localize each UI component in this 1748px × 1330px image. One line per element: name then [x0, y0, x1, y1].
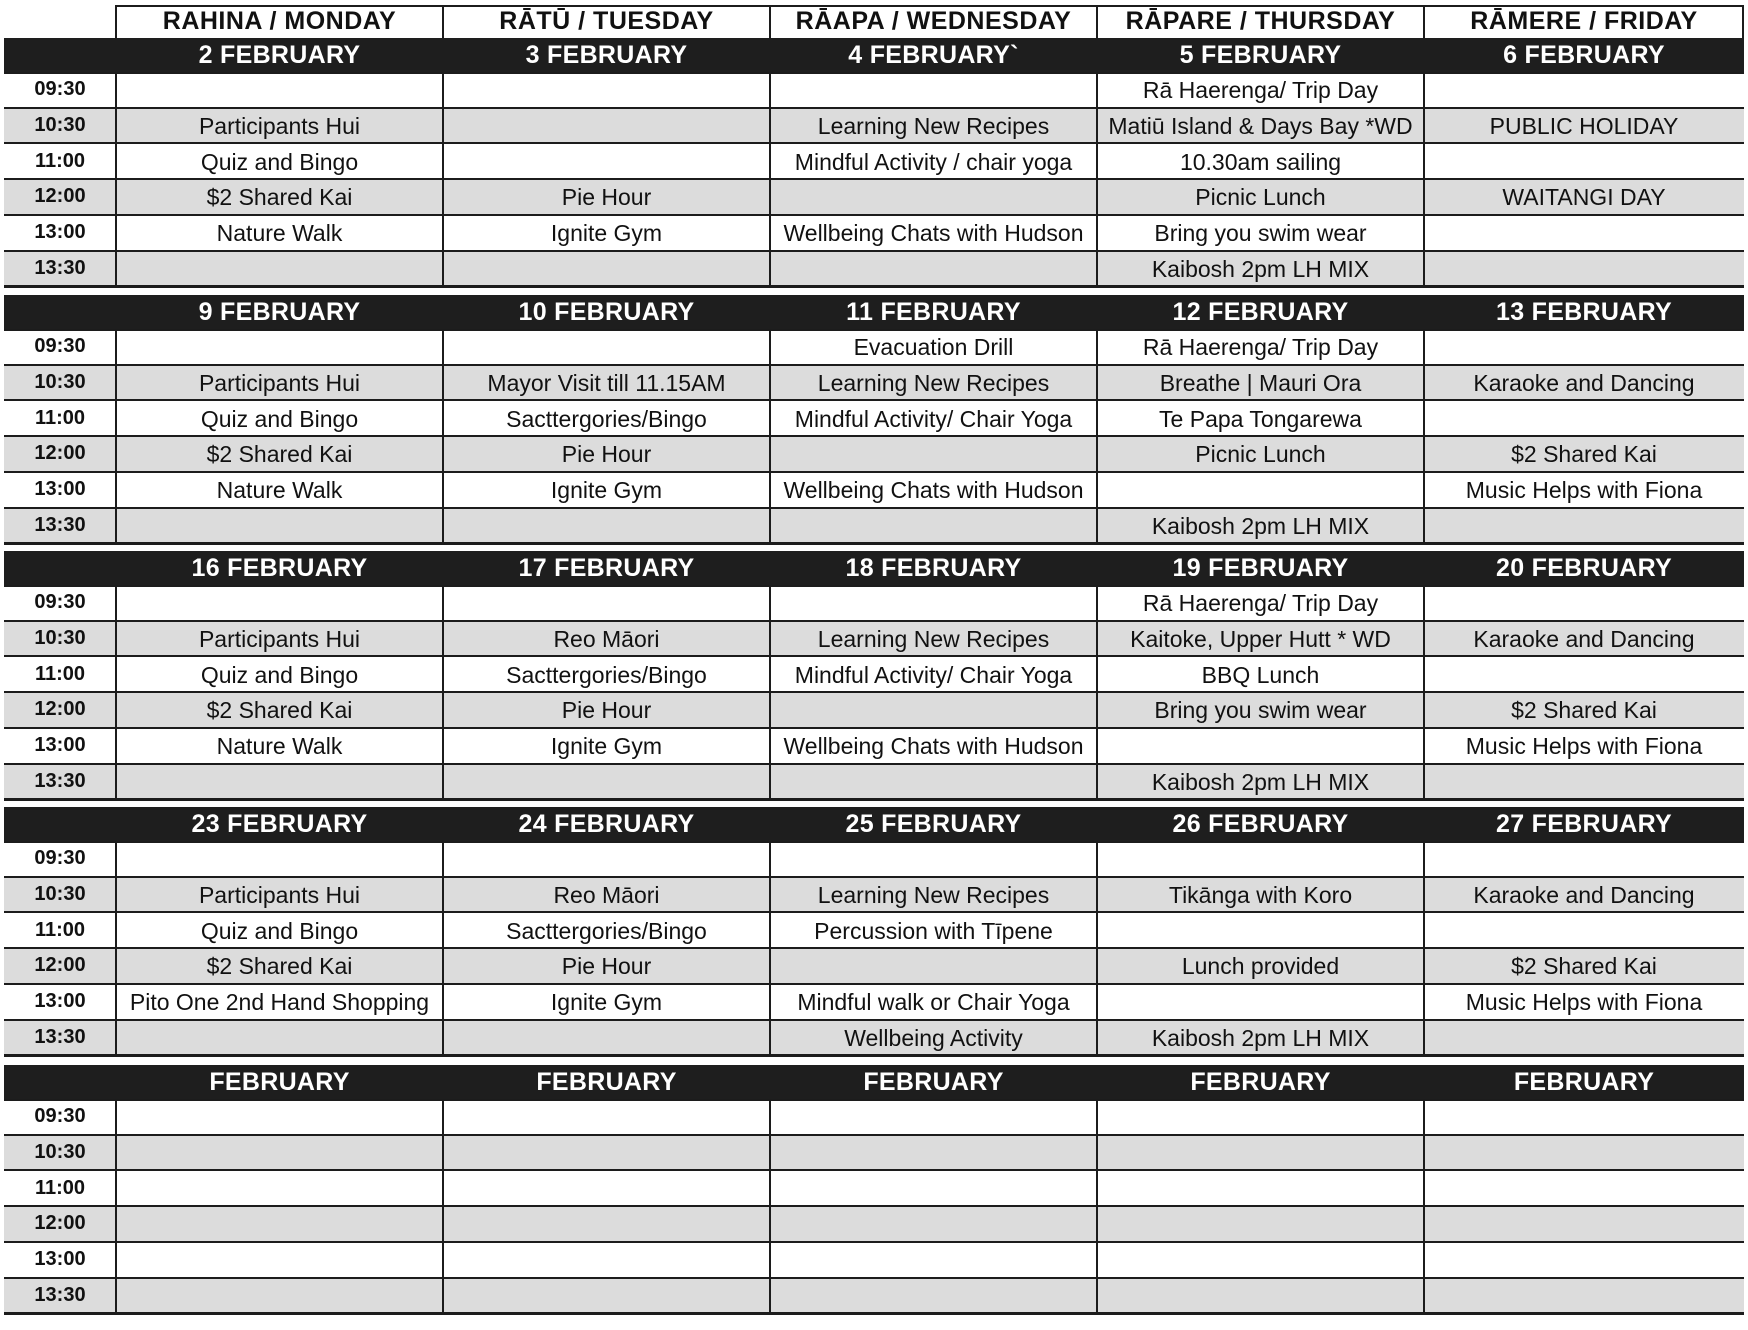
- activity-cell: [1424, 1022, 1744, 1056]
- activity-cell: Pie Hour: [561, 697, 652, 724]
- activity-cell: Wellbeing Chats with Hudson: [783, 477, 1084, 504]
- activity-cell: [1097, 986, 1424, 1020]
- day-header: RĀMERE / FRIDAY: [1470, 6, 1698, 35]
- activity-cell: Nature Walk: [216, 220, 343, 247]
- column-divider: [1096, 72, 1098, 286]
- column-divider: [1423, 5, 1425, 38]
- activity-cell: Kaibosh 2pm LH MIX: [1151, 1024, 1370, 1051]
- activity-cell: Picnic Lunch: [1195, 184, 1326, 211]
- date-header: 12 FEBRUARY: [1172, 297, 1349, 326]
- activity-cell: Nature Walk: [216, 477, 343, 504]
- date-header: 16 FEBRUARY: [191, 553, 368, 582]
- activity-cell: [1097, 1172, 1424, 1206]
- activity-cell: Pie Hour: [561, 953, 652, 980]
- column-divider: [1096, 585, 1098, 799]
- activity-cell: [443, 1172, 770, 1206]
- time-label: 10:30: [34, 627, 86, 650]
- activity-cell: Kaitoke, Upper Hutt * WD: [1130, 626, 1391, 653]
- activity-cell: [116, 331, 443, 365]
- date-header: 23 FEBRUARY: [191, 809, 368, 838]
- date-header: 17 FEBRUARY: [518, 553, 695, 582]
- date-header: 13 FEBRUARY: [1495, 297, 1673, 326]
- activity-cell: Participants Hui: [198, 882, 361, 909]
- activity-cell: [1424, 1137, 1744, 1171]
- activity-cell: Nature Walk: [216, 733, 343, 760]
- activity-cell: Ignite Gym: [550, 989, 663, 1016]
- column-divider: [1096, 1099, 1098, 1313]
- activity-cell: $2 Shared Kai: [206, 953, 353, 980]
- column-divider: [442, 5, 444, 38]
- activity-cell: Ignite Gym: [550, 733, 663, 760]
- date-header: 9 FEBRUARY: [198, 297, 361, 326]
- activity-cell: [770, 766, 1097, 800]
- activity-cell: Bring you swim wear: [1154, 697, 1367, 724]
- activity-cell: [116, 1172, 443, 1206]
- time-label: 09:30: [34, 847, 86, 870]
- activity-cell: [770, 253, 1097, 287]
- activity-cell: Percussion with Tīpene: [814, 917, 1053, 944]
- activity-cell: [1424, 145, 1744, 179]
- activity-cell: [1424, 766, 1744, 800]
- date-header: 3 FEBRUARY: [525, 40, 688, 69]
- activity-cell: Pie Hour: [561, 441, 652, 468]
- date-header: 11 FEBRUARY: [846, 297, 1021, 326]
- time-label: 12:00: [34, 1212, 86, 1235]
- weekly-schedule-table: [4, 5, 1744, 1315]
- activity-cell: [116, 1244, 443, 1278]
- activity-cell: Ignite Gym: [550, 477, 663, 504]
- activity-cell: [443, 145, 770, 179]
- activity-cell: [443, 843, 770, 877]
- time-label: 09:30: [34, 335, 86, 358]
- activity-cell: [116, 1137, 443, 1171]
- activity-cell: Reo Māori: [553, 882, 660, 909]
- activity-cell: [1097, 730, 1424, 764]
- activity-cell: [116, 1208, 443, 1242]
- activity-cell: [770, 1280, 1097, 1314]
- date-header: FEBRUARY: [1513, 1067, 1655, 1096]
- column-divider: [115, 841, 117, 1055]
- time-label: 13:30: [34, 513, 86, 536]
- activity-cell: [443, 587, 770, 621]
- column-divider: [769, 841, 771, 1055]
- column-divider: [769, 72, 771, 286]
- day-header: RĀAPA / WEDNESDAY: [795, 6, 1072, 35]
- activity-cell: [116, 1101, 443, 1135]
- activity-cell: Rā Haerenga/ Trip Day: [1142, 334, 1379, 361]
- activity-cell: Karaoke and Dancing: [1473, 370, 1695, 397]
- date-header: FEBRUARY: [209, 1067, 350, 1096]
- time-label: 11:00: [34, 149, 86, 172]
- activity-cell: [443, 1280, 770, 1314]
- date-header: 27 FEBRUARY: [1495, 809, 1673, 838]
- activity-cell: Learning New Recipes: [817, 113, 1050, 140]
- time-label: 09:30: [34, 1105, 86, 1128]
- activity-cell: [443, 1101, 770, 1135]
- activity-cell: [443, 766, 770, 800]
- activity-cell: Karaoke and Dancing: [1473, 626, 1695, 653]
- day-header: RAHINA / MONDAY: [162, 6, 397, 35]
- activity-cell: [1424, 1208, 1744, 1242]
- time-label: 12:00: [34, 954, 86, 977]
- column-divider: [115, 5, 117, 38]
- activity-cell: [1097, 1137, 1424, 1171]
- activity-cell: [770, 694, 1097, 728]
- time-label: 12:00: [34, 185, 86, 208]
- time-label: 09:30: [34, 78, 86, 101]
- column-divider: [442, 72, 444, 286]
- activity-cell: BBQ Lunch: [1201, 661, 1320, 688]
- activity-cell: [770, 950, 1097, 984]
- activity-cell: Te Papa Tongarewa: [1159, 405, 1362, 432]
- top-border: [116, 5, 1744, 7]
- column-divider: [1096, 5, 1098, 38]
- column-divider: [1423, 1099, 1425, 1313]
- activity-cell: Lunch provided: [1181, 953, 1340, 980]
- activity-cell: Learning New Recipes: [817, 882, 1050, 909]
- activity-cell: Sacttergories/Bingo: [506, 917, 707, 944]
- activity-cell: [1424, 587, 1744, 621]
- activity-cell: [443, 1208, 770, 1242]
- activity-cell: [1424, 1101, 1744, 1135]
- activity-cell: Music Helps with Fiona: [1465, 989, 1703, 1016]
- activity-cell: Music Helps with Fiona: [1465, 733, 1703, 760]
- activity-cell: [116, 1280, 443, 1314]
- activity-cell: [1424, 658, 1744, 692]
- column-divider: [1096, 329, 1098, 543]
- date-header: 4 FEBRUARY`: [848, 40, 1019, 69]
- activity-cell: [443, 253, 770, 287]
- column-divider: [1096, 841, 1098, 1055]
- activity-cell: [1424, 1280, 1744, 1314]
- time-label: 12:00: [34, 442, 86, 465]
- activity-cell: [770, 1172, 1097, 1206]
- column-divider: [769, 5, 771, 38]
- activity-cell: [770, 1208, 1097, 1242]
- activity-cell: [116, 766, 443, 800]
- activity-cell: [1097, 843, 1424, 877]
- activity-cell: Breathe | Mauri Ora: [1159, 370, 1362, 397]
- activity-cell: [116, 587, 443, 621]
- column-divider: [442, 841, 444, 1055]
- activity-cell: $2 Shared Kai: [1511, 441, 1657, 468]
- time-label: 11:00: [34, 918, 86, 941]
- activity-cell: Mayor Visit till 11.15AM: [487, 370, 726, 397]
- activity-cell: [770, 1244, 1097, 1278]
- time-label: 10:30: [34, 371, 86, 394]
- time-label: 13:30: [34, 769, 86, 792]
- column-divider: [115, 1099, 117, 1313]
- activity-cell: [1424, 402, 1744, 436]
- activity-cell: Quiz and Bingo: [200, 148, 359, 175]
- activity-cell: [443, 1137, 770, 1171]
- activity-cell: Bring you swim wear: [1154, 220, 1367, 247]
- activity-cell: [1097, 1208, 1424, 1242]
- activity-cell: $2 Shared Kai: [206, 184, 353, 211]
- activity-cell: Wellbeing Chats with Hudson: [783, 220, 1084, 247]
- column-divider: [769, 585, 771, 799]
- column-divider: [115, 329, 117, 543]
- activity-cell: Mindful Activity / chair yoga: [794, 148, 1073, 175]
- activity-cell: Kaibosh 2pm LH MIX: [1151, 512, 1370, 539]
- activity-cell: Participants Hui: [198, 370, 361, 397]
- column-divider: [1423, 585, 1425, 799]
- activity-cell: Wellbeing Chats with Hudson: [783, 733, 1084, 760]
- time-label: 11:00: [34, 1176, 86, 1199]
- activity-cell: [1097, 914, 1424, 948]
- activity-cell: [770, 74, 1097, 108]
- time-label: 13:00: [34, 1248, 86, 1271]
- activity-cell: $2 Shared Kai: [206, 441, 353, 468]
- activity-cell: Sacttergories/Bingo: [506, 405, 707, 432]
- activity-cell: [770, 510, 1097, 544]
- date-header: FEBRUARY: [863, 1067, 1004, 1096]
- day-header: RĀPARE / THURSDAY: [1125, 6, 1396, 35]
- time-label: 10:30: [34, 883, 86, 906]
- time-label: 13:00: [34, 734, 86, 757]
- activity-cell: Participants Hui: [198, 113, 361, 140]
- activity-cell: [1424, 331, 1744, 365]
- activity-cell: Pie Hour: [561, 184, 652, 211]
- column-divider: [1423, 841, 1425, 1055]
- time-label: 13:30: [34, 1283, 86, 1306]
- column-divider: [769, 329, 771, 543]
- activity-cell: [116, 843, 443, 877]
- column-divider: [115, 585, 117, 799]
- date-header: 10 FEBRUARY: [518, 297, 695, 326]
- time-label: 11:00: [34, 406, 86, 429]
- activity-cell: $2 Shared Kai: [1511, 953, 1657, 980]
- column-divider: [442, 1099, 444, 1313]
- activity-cell: Kaibosh 2pm LH MIX: [1151, 768, 1370, 795]
- activity-cell: [116, 253, 443, 287]
- activity-cell: [1097, 1101, 1424, 1135]
- date-header: 26 FEBRUARY: [1172, 809, 1349, 838]
- activity-cell: Kaibosh 2pm LH MIX: [1151, 255, 1370, 282]
- date-header: FEBRUARY: [536, 1067, 677, 1096]
- time-label: 13:00: [34, 990, 86, 1013]
- activity-cell: Wellbeing Activity: [844, 1024, 1023, 1051]
- activity-cell: Rā Haerenga/ Trip Day: [1142, 77, 1379, 104]
- activity-cell: Learning New Recipes: [817, 370, 1050, 397]
- activity-cell: [443, 74, 770, 108]
- column-divider: [115, 72, 117, 286]
- time-label: 09:30: [34, 591, 86, 614]
- activity-cell: 10.30am sailing: [1179, 148, 1342, 175]
- date-header: 5 FEBRUARY: [1179, 40, 1342, 69]
- day-header: RĀTŪ / TUESDAY: [499, 6, 714, 35]
- activity-cell: [770, 587, 1097, 621]
- activity-cell: WAITANGI DAY: [1502, 184, 1666, 211]
- activity-cell: [1424, 253, 1744, 287]
- activity-cell: [1424, 843, 1744, 877]
- activity-cell: [1424, 1172, 1744, 1206]
- activity-cell: [443, 510, 770, 544]
- activity-cell: Matiū Island & Days Bay *WD: [1108, 113, 1413, 140]
- time-label: 11:00: [34, 662, 86, 685]
- time-label: 13:00: [34, 478, 86, 501]
- activity-cell: [770, 181, 1097, 215]
- activity-cell: Mindful Activity/ Chair Yoga: [794, 661, 1073, 688]
- activity-cell: [1097, 1280, 1424, 1314]
- activity-cell: [443, 331, 770, 365]
- activity-cell: Participants Hui: [198, 626, 361, 653]
- time-label: 10:30: [34, 1141, 86, 1164]
- activity-cell: Quiz and Bingo: [200, 661, 359, 688]
- activity-cell: [116, 74, 443, 108]
- activity-cell: $2 Shared Kai: [206, 697, 353, 724]
- activity-cell: Picnic Lunch: [1195, 441, 1326, 468]
- activity-cell: [443, 1022, 770, 1056]
- activity-cell: PUBLIC HOLIDAY: [1489, 113, 1679, 140]
- activity-cell: Reo Māori: [553, 626, 660, 653]
- activity-cell: [116, 510, 443, 544]
- date-header: 2 FEBRUARY: [198, 40, 361, 69]
- activity-cell: [1424, 217, 1744, 251]
- activity-cell: [443, 1244, 770, 1278]
- activity-cell: Rā Haerenga/ Trip Day: [1142, 590, 1379, 617]
- column-divider: [1742, 5, 1744, 38]
- column-divider: [769, 1099, 771, 1313]
- time-label: 13:30: [34, 1025, 86, 1048]
- activity-cell: [1424, 914, 1744, 948]
- date-header: 19 FEBRUARY: [1172, 553, 1349, 582]
- activity-cell: [770, 843, 1097, 877]
- activity-cell: [1424, 74, 1744, 108]
- column-divider: [442, 329, 444, 543]
- activity-cell: Evacuation Drill: [853, 334, 1014, 361]
- column-divider: [1423, 329, 1425, 543]
- activity-cell: [770, 1137, 1097, 1171]
- activity-cell: Music Helps with Fiona: [1465, 477, 1703, 504]
- activity-cell: Tikānga with Koro: [1168, 882, 1353, 909]
- activity-cell: Pito One 2nd Hand Shopping: [129, 989, 430, 1016]
- date-header: 20 FEBRUARY: [1495, 553, 1673, 582]
- activity-cell: Karaoke and Dancing: [1473, 882, 1695, 909]
- activity-cell: [1424, 1244, 1744, 1278]
- activity-cell: [770, 438, 1097, 472]
- activity-cell: Sacttergories/Bingo: [506, 661, 707, 688]
- activity-cell: [116, 1022, 443, 1056]
- activity-cell: [1097, 474, 1424, 508]
- column-divider: [442, 585, 444, 799]
- activity-cell: [443, 110, 770, 144]
- time-label: 13:00: [34, 221, 86, 244]
- activity-cell: [770, 1101, 1097, 1135]
- activity-cell: Ignite Gym: [550, 220, 663, 247]
- activity-cell: [1097, 1244, 1424, 1278]
- date-header: FEBRUARY: [1190, 1067, 1331, 1096]
- activity-cell: Quiz and Bingo: [200, 405, 359, 432]
- activity-cell: Mindful walk or Chair Yoga: [797, 989, 1070, 1016]
- date-header: 6 FEBRUARY: [1503, 40, 1665, 69]
- time-label: 12:00: [34, 698, 86, 721]
- time-label: 13:30: [34, 256, 86, 279]
- activity-cell: Quiz and Bingo: [200, 917, 359, 944]
- date-header: 18 FEBRUARY: [845, 553, 1022, 582]
- date-header: 25 FEBRUARY: [845, 809, 1022, 838]
- time-label: 10:30: [34, 114, 86, 137]
- activity-cell: [1424, 510, 1744, 544]
- date-header: 24 FEBRUARY: [518, 809, 695, 838]
- activity-cell: Mindful Activity/ Chair Yoga: [794, 405, 1073, 432]
- column-divider: [1423, 72, 1425, 286]
- activity-cell: $2 Shared Kai: [1511, 697, 1657, 724]
- activity-cell: Learning New Recipes: [817, 626, 1050, 653]
